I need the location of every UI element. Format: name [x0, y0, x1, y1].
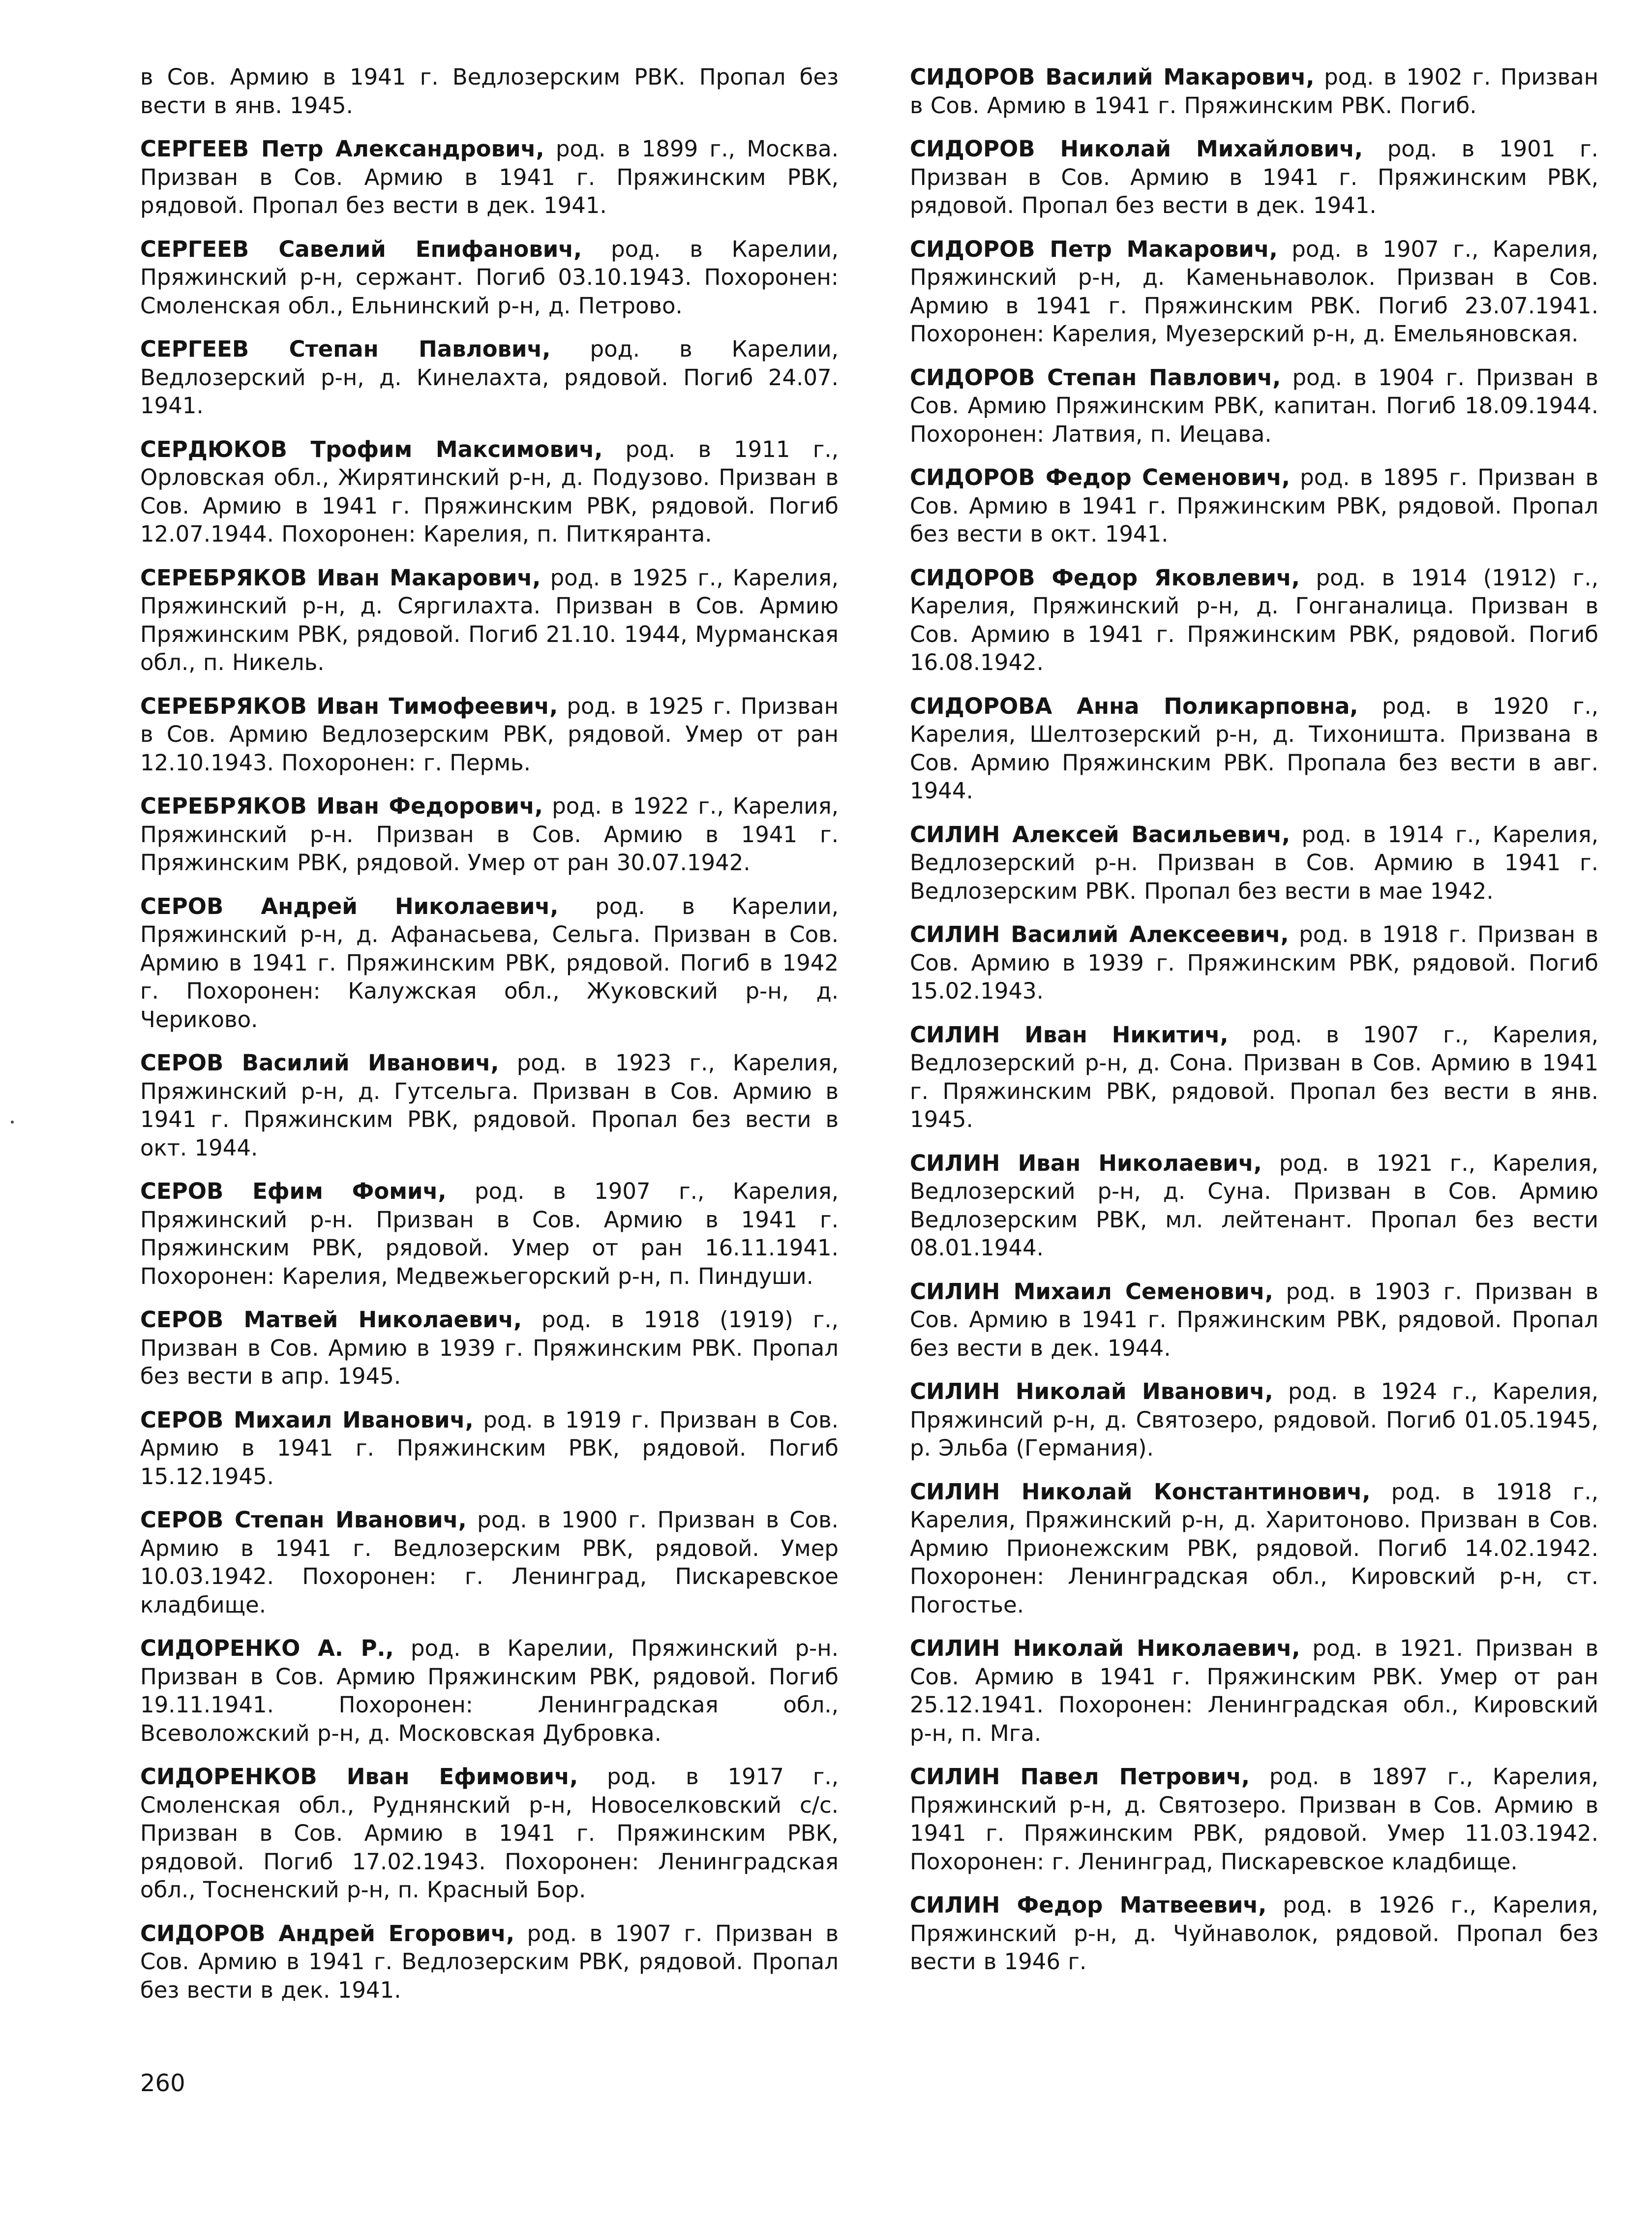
entry-person-name: СЕРГЕЕВ Степан Павлович,: [140, 336, 551, 362]
entry-person-name: СИДОРОВ Николай Михайлович,: [910, 136, 1363, 162]
entry-person-name: СИЛИН Николай Иванович,: [910, 1378, 1273, 1404]
register-entry: [910, 364, 1598, 449]
register-entry: [140, 335, 839, 420]
entry-person-name: СИЛИН Павел Петрович,: [910, 1764, 1250, 1790]
register-entry: [910, 235, 1598, 348]
entry-person-name: СИДОРОВ Федор Семенович,: [910, 464, 1291, 490]
entry-person-name: СЕРОВ Степан Иванович,: [140, 1507, 467, 1533]
entry-details: род. в 1922 г., Карелия, Пряжинский р-н. Призван в Сов. Армию в 1941 г. Пряжинским РВК, рядовой. Умер от ран 30.07.1942.: [140, 793, 839, 876]
register-entry: [910, 564, 1598, 677]
entry-person-name: СИДОРОВ Федор Яковлевич,: [910, 564, 1300, 591]
register-entry: [910, 1634, 1598, 1747]
entry-person-name: СИДОРОВ Василий Макарович,: [910, 64, 1315, 90]
register-entry: [140, 1406, 839, 1491]
register-entry: [910, 692, 1598, 805]
entry-details: род. в 1919 г. Призван в Сов. Армию в 1941 г. Пряжинским РВК, рядовой. Погиб 15.12.1945.: [140, 1406, 839, 1490]
left-column: [140, 63, 839, 2019]
entry-details: род. в 1907 г., Карелия, Ведлозерский р-н, д. Сона. Призван в Сов. Армию в 1941 г. Пряжинским РВК, рядовой. Пропал без вести в янв. 1945.: [910, 1021, 1598, 1132]
entry-details: род. в 1900 г. Призван в Сов. Армию в 1941 г. Ведлозерским РВК, рядовой. Умер 10.03.1942. Похоронен: г. Ленинград, Пискаревское кладбище.: [140, 1507, 839, 1618]
register-entry: [140, 1049, 839, 1162]
register-entry: [910, 63, 1598, 120]
register-entry: [140, 1177, 839, 1290]
register-entry: [140, 1506, 839, 1619]
entry-person-name: СИЛИН Николай Константинович,: [910, 1478, 1371, 1505]
register-entry: [910, 1377, 1598, 1462]
entry-person-name: СЕРЕБРЯКОВ Иван Федорович,: [140, 793, 543, 819]
entry-details: род. в Карелии, Пряжинский р-н, д. Афанасьева, Сельга. Призван в Сов. Армию в 1941 г. Пряжинским РВК, рядовой. Погиб в 1942 г. Похоронен: Калужская обл., Жуковский р-н, д. Чериково.: [140, 893, 839, 1033]
stray-mark: [11, 1121, 14, 1124]
entry-details: род. в 1907 г., Карелия, Пряжинский р-н. Призван в Сов. Армию в 1941 г. Пряжинским РВК, рядовой. Умер от ран 16.11.1941. Похоронен: Карелия, Медвежьегорский р-н, п. Пиндуши.: [140, 1178, 839, 1289]
entry-details: в Сов. Армию в 1941 г. Ведлозерским РВК. Пропал без вести в янв. 1945.: [140, 64, 839, 119]
entry-details: род. в 1921 г., Карелия, Ведлозерский р-н, д. Суна. Призван в Сов. Армию Ведлозерским РВК, мл. лейтенант. Пропал без вести 08.01.1944.: [910, 1150, 1599, 1261]
page-number: 260: [140, 2070, 185, 2097]
entry-details: род. в Карелии, Пряжинский р-н, сержант. Погиб 03.10.1943. Похоронен: Смоленская обл., Ельнинский р-н, д. Петрово.: [140, 236, 839, 319]
entry-person-name: СИЛИН Алексей Васильевич,: [910, 821, 1291, 848]
register-entry: [910, 135, 1598, 220]
entry-details: род. в 1904 г. Призван в Сов. Армию Пряжинским РВК, капитан. Погиб 18.09.1944. Похоронен: Латвия, п. Иецава.: [910, 364, 1598, 447]
entry-details: род. в 1923 г., Карелия, Пряжинский р-н, д. Гутсельга. Призван в Сов. Армию в 1941 г. Пряжинским РВК, рядовой. Пропал без вести в окт. 1944.: [140, 1050, 839, 1161]
entry-person-name: СИЛИН Василий Алексеевич,: [910, 921, 1289, 947]
entry-details: род. в Карелии, Пряжинский р-н. Призван в Сов. Армию Пряжинским РВК, рядовой. Погиб 19.11.1941. Похоронен: Ленинградская обл., Всеволожский р-н, д. Московская Дубровка.: [140, 1635, 839, 1746]
register-entry: [140, 1763, 839, 1904]
register-entry: [140, 135, 839, 220]
register-entry: [140, 564, 839, 677]
entry-details: род. в 1897 г., Карелия, Пряжинский р-н, д. Святозеро. Призван в Сов. Армию в 1941 г. Пряжинским РВК, рядовой. Умер 11.03.1942. Похоронен: г. Ленинград, Пискаревское кладбище.: [910, 1764, 1599, 1875]
entry-details: род. в 1914 (1912) г., Карелия, Пряжинский р-н, д. Гонганалица. Призван в Сов. Армию в 1941 г. Пряжинским РВК, рядовой. Погиб 16.08.1942.: [910, 564, 1598, 675]
entry-details: род. в 1920 г., Карелия, Шелтозерский р-н, д. Тихоништа. Призвана в Сов. Армию Пряжинским РВК. Пропала без вести в авг. 1944.: [910, 693, 1598, 804]
entry-details: род. в 1925 г. Призван в Сов. Армию Ведлозерским РВК, рядовой. Умер от ран 12.10.1943. Похоронен: г. Пермь.: [140, 693, 839, 776]
register-entry: [910, 463, 1598, 548]
entry-person-name: СИДОРОВ Андрей Егорович,: [140, 1920, 515, 1947]
entry-details: род. в 1918 г. Призван в Сов. Армию в 1939 г. Пряжинским РВК, рядовой. Погиб 15.02.1943.: [910, 921, 1598, 1004]
entry-person-name: СЕРГЕЕВ Петр Александрович,: [140, 136, 544, 162]
entry-details: род. в 1918 г., Карелия, Пряжинский р-н, д. Харитоново. Призван в Сов. Армию Прионежским РВК, рядовой. Погиб 14.02.1942. Похоронен: Ленинградская обл., Кировский р-н, ст. Погостье.: [910, 1478, 1599, 1618]
entry-person-name: СЕРЕБРЯКОВ Иван Тимофеевич,: [140, 693, 558, 719]
entry-details: род. в 1917 г., Смоленская обл., Руднянский р-н, Новоселковский с/с. Призван в Сов. Армию в 1941 г. Пряжинским РВК, рядовой. Погиб 17.02.1943. Похоронен: Ленинградская обл., Тосненский р-н, п. Красный Бор.: [140, 1764, 839, 1903]
register-entry: [140, 892, 839, 1034]
entry-person-name: СЕРДЮКОВ Трофим Максимович,: [140, 436, 603, 462]
entry-details: род. в 1899 г., Москва. Призван в Сов. Армию в 1941 г. Пряжинским РВК, рядовой. Пропал без вести в дек. 1941.: [140, 136, 839, 218]
entry-details: род. в 1925 г., Карелия, Пряжинский р-н, д. Сяргилахта. Призван в Сов. Армию Пряжинским РВК, рядовой. Погиб 21.10. 1944, Мурманская обл., п. Никель.: [140, 564, 839, 675]
entry-person-name: СЕРОВ Ефим Фомич,: [140, 1178, 447, 1204]
entry-details: род. в 1924 г., Карелия, Пряжинсий р-н, д. Святозеро, рядовой. Погиб 01.05.1945, р. Эльба (Германия).: [910, 1378, 1598, 1461]
register-entry: [910, 1149, 1598, 1262]
entry-person-name: СИЛИН Федор Матвеевич,: [910, 1892, 1267, 1918]
register-entry: [140, 435, 839, 548]
entry-person-name: СИДОРОВ Петр Макарович,: [910, 236, 1278, 262]
entry-person-name: СЕРГЕЕВ Савелий Епифанович,: [140, 236, 582, 262]
entry-person-name: СЕРЕБРЯКОВ Иван Макарович,: [140, 564, 541, 591]
register-entry: [140, 692, 839, 777]
entry-details: род. в 1926 г., Карелия, Пряжинский р-н, д. Чуйнаволок, рядовой. Пропал без вести в 1946 г.: [910, 1892, 1598, 1975]
right-column: [910, 63, 1598, 1991]
entry-person-name: СИЛИН Николай Николаевич,: [910, 1635, 1300, 1661]
entry-person-name: СИЛИН Иван Никитич,: [910, 1021, 1229, 1048]
entry-details: род. в 1902 г. Призван в Сов. Армию в 1941 г. Пряжинским РВК. Погиб.: [910, 64, 1598, 119]
register-entry: [910, 1763, 1598, 1876]
entry-person-name: СИДОРОВ Степан Павлович,: [910, 364, 1281, 391]
register-entry: [910, 1021, 1598, 1134]
register-entry: [910, 821, 1598, 906]
register-entry: [140, 1306, 839, 1391]
entry-details: род. в 1918 (1919) г., Призван в Сов. Армию в 1939 г. Пряжинским РВК. Пропал без вести в апр. 1945.: [140, 1307, 839, 1389]
entry-person-name: СИЛИН Михаил Семенович,: [910, 1278, 1273, 1305]
register-entry: [910, 1478, 1598, 1619]
entry-details: род. в Карелии, Ведлозерский р-н, д. Кинелахта, рядовой. Погиб 24.07. 1941.: [140, 336, 839, 419]
entry-details: род. в 1903 г. Призван в Сов. Армию в 1941 г. Пряжинским РВК, рядовой. Пропал без вести в дек. 1944.: [910, 1278, 1598, 1361]
entry-person-name: СИДОРЕНКОВ Иван Ефимович,: [140, 1764, 578, 1790]
register-entry: [910, 1891, 1598, 1976]
entry-person-name: СЕРОВ Матвей Николаевич,: [140, 1307, 522, 1333]
entry-person-name: СИДОРЕНКО А. Р.,: [140, 1635, 394, 1661]
entry-details: род. в 1907 г., Карелия, Пряжинский р-н, д. Каменьнаволок. Призван в Сов. Армию в 1941 г. Пряжинским РВК. Погиб 23.07.1941. Похоронен: Карелия, Муезерский р-н, д. Емельяновская.: [910, 236, 1599, 347]
entry-details: род. в 1914 г., Карелия, Ведлозерский р-н. Призван в Сов. Армию в 1941 г. Ведлозерским РВК. Пропал без вести в мае 1942.: [910, 821, 1599, 904]
register-entry: [910, 1278, 1598, 1363]
entry-person-name: СЕРОВ Андрей Николаевич,: [140, 893, 559, 919]
register-entry: [140, 1919, 839, 2005]
entry-person-name: СЕРОВ Василий Иванович,: [140, 1050, 499, 1076]
entry-details: род. в 1907 г. Призван в Сов. Армию в 1941 г. Ведлозерским РВК, рядовой. Пропал без вести в дек. 1941.: [140, 1920, 839, 2003]
register-entry: [140, 792, 839, 877]
entry-details: род. в 1921. Призван в Сов. Армию в 1941 г. Пряжинским РВК. Умер от ран 25.12.1941. Похоронен: Ленинградская обл., Кировский р-н, п. Мга.: [910, 1635, 1598, 1746]
entry-details: род. в 1901 г. Призван в Сов. Армию в 1941 г. Пряжинским РВК, рядовой. Пропал без вести в дек. 1941.: [910, 136, 1598, 218]
register-entry: [140, 235, 839, 320]
entry-person-name: СИЛИН Иван Николаевич,: [910, 1150, 1262, 1176]
entry-details: род. в 1911 г., Орловская обл., Жирятинский р-н, д. Подузово. Призван в Сов. Армию в 1941 г. Пряжинским РВК, рядовой. Погиб 12.07.1944. Похоронен: Карелия, п. Питкяранта.: [140, 436, 839, 547]
register-entry: [140, 63, 839, 120]
entry-details: род. в 1895 г. Призван в Сов. Армию в 1941 г. Пряжинским РВК, рядовой. Пропал без вести в окт. 1941.: [910, 464, 1598, 547]
entry-person-name: СИДОРОВА Анна Поликарповна,: [910, 693, 1358, 719]
register-entry: [140, 1634, 839, 1747]
entry-person-name: СЕРОВ Михаил Иванович,: [140, 1406, 474, 1433]
register-entry: [910, 920, 1598, 1005]
